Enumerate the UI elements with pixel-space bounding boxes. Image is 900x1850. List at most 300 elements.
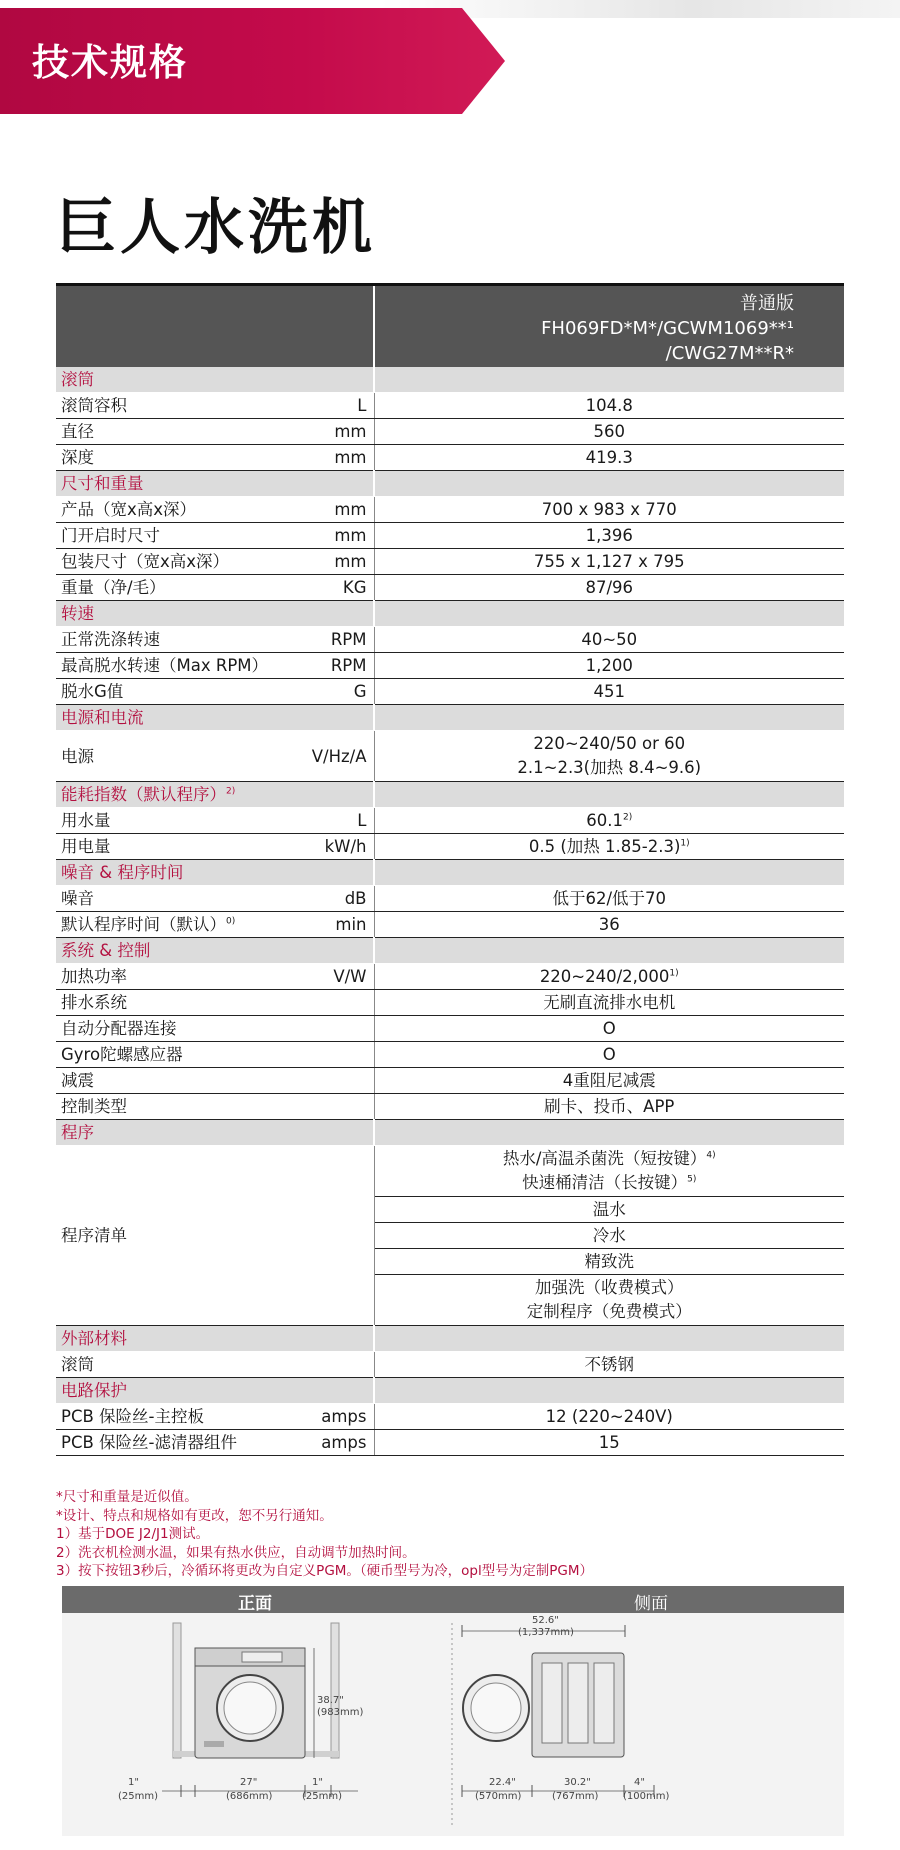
side-panel-3 xyxy=(594,1663,614,1743)
spec-value xyxy=(380,1068,840,1093)
banner-title: 技术规格 xyxy=(32,41,188,84)
spec-value-cell xyxy=(374,1068,844,1094)
spec-label-text: 滚筒 xyxy=(61,1355,94,1374)
spec-row xyxy=(56,497,844,523)
spec-row xyxy=(56,1016,844,1042)
section-title: 程序 xyxy=(61,1123,94,1142)
program-list-label: 程序清单 xyxy=(61,1226,127,1245)
spec-label xyxy=(61,990,127,1015)
spec-label-text: 自动分配器连接 xyxy=(61,1019,177,1038)
spec-label xyxy=(61,445,94,470)
spec-row xyxy=(56,549,844,575)
spec-label-text: 默认程序时间（默认） xyxy=(61,915,226,934)
spec-label-text: 排水系统 xyxy=(61,993,127,1012)
side-view-drawing xyxy=(462,1615,669,1802)
spec-label-text: 噪音 xyxy=(61,889,94,908)
spec-value-cell xyxy=(374,990,844,1016)
section-blank-cell xyxy=(374,938,844,964)
spec-table xyxy=(56,286,844,1456)
spec-label-text: 门开启时尺寸 xyxy=(61,526,160,545)
spec-unit: KG xyxy=(342,578,367,597)
section-title: 噪音 & 程序时间 xyxy=(61,863,184,882)
dimension-header xyxy=(62,1586,844,1613)
spec-value xyxy=(380,1430,840,1455)
section-row xyxy=(56,782,844,808)
spec-label-cell xyxy=(56,419,374,445)
program-item-line2 xyxy=(380,1171,840,1195)
side-top-mm: (1,337mm) xyxy=(518,1627,574,1638)
spec-value-cell xyxy=(374,964,844,990)
spec-unit: mm xyxy=(334,526,367,545)
spec-value xyxy=(380,575,840,600)
spec-label xyxy=(61,679,123,704)
spec-label-cell xyxy=(56,523,374,549)
spec-value-cell xyxy=(374,1042,844,1068)
spec-value-text: 15 xyxy=(598,1433,620,1452)
spec-value-text: 220~240/50 or 60 xyxy=(533,734,686,753)
spec-unit: RPM xyxy=(330,630,367,649)
spec-value-cell xyxy=(374,886,844,912)
section-title-cell xyxy=(56,782,374,808)
spec-label xyxy=(61,886,94,911)
right-wall xyxy=(331,1623,339,1758)
section-title: 电源和电流 xyxy=(61,708,144,727)
spec-row xyxy=(56,653,844,679)
spec-value-text: 560 xyxy=(593,422,625,441)
filter-cover xyxy=(204,1741,224,1747)
spec-label xyxy=(61,1094,127,1119)
program-item-cell xyxy=(374,1249,844,1275)
program-row xyxy=(56,1146,844,1197)
spec-value-cell xyxy=(374,731,844,782)
program-item-text: 精致洗 xyxy=(584,1252,634,1271)
table-header-row xyxy=(56,286,844,367)
label-footnote-ref: 0) xyxy=(226,916,236,927)
spec-value xyxy=(380,445,840,470)
spec-value-cell xyxy=(374,627,844,653)
spec-label xyxy=(61,419,94,444)
spec-label-cell xyxy=(56,1094,374,1120)
spec-label-text: PCB 保险丝-主控板 xyxy=(61,1407,204,1426)
spec-value xyxy=(380,653,840,678)
spec-label xyxy=(61,808,111,833)
section-title-cell xyxy=(56,367,374,393)
spec-value-text: 87/96 xyxy=(585,578,634,597)
spec-label xyxy=(61,549,229,574)
spec-row xyxy=(56,964,844,990)
spec-row xyxy=(56,523,844,549)
spec-label xyxy=(61,912,235,937)
spec-label xyxy=(61,964,127,989)
side-door-mm: (570mm) xyxy=(475,1791,522,1802)
value-footnote-ref: 1) xyxy=(669,968,679,979)
section-title-cell xyxy=(56,705,374,731)
spec-label-text: 减震 xyxy=(61,1071,94,1090)
spec-label-cell xyxy=(56,731,374,782)
spec-value-line2: 2.1~2.3(加热 8.4~9.6) xyxy=(517,758,702,777)
spec-label xyxy=(61,575,166,600)
spec-label-cell xyxy=(56,1042,374,1068)
spec-label-cell xyxy=(56,1016,374,1042)
section-row xyxy=(56,938,844,964)
side-back: 4" xyxy=(634,1777,645,1788)
spec-label-cell xyxy=(56,912,374,938)
spec-row xyxy=(56,419,844,445)
section-blank-cell xyxy=(374,860,844,886)
spec-row xyxy=(56,1352,844,1378)
program-item-cell xyxy=(374,1223,844,1249)
program-footnote-ref: 4) xyxy=(706,1150,716,1161)
side-back-mm: (100mm) xyxy=(623,1791,670,1802)
spec-value-text: 低于62/低于70 xyxy=(552,889,667,908)
spec-value xyxy=(380,1404,840,1429)
section-row xyxy=(56,601,844,627)
side-door: 22.4" xyxy=(489,1777,516,1788)
spec-label-cell xyxy=(56,549,374,575)
front-height-mm: (983mm) xyxy=(317,1707,364,1718)
front-width: 27" xyxy=(240,1777,258,1788)
spec-unit: mm xyxy=(334,422,367,441)
spec-value-text: O xyxy=(602,1045,616,1064)
spec-value xyxy=(380,834,840,859)
spec-label-text: 产品（宽x高x深） xyxy=(61,500,197,519)
footnote-line: 3）按下按钮3秒后，冷循环将更改为自定义PGM。（硬币型号为冷，opl型号为定制PGM） xyxy=(56,1563,594,1579)
spec-label-cell xyxy=(56,497,374,523)
spec-value-text: 220~240/2,000 xyxy=(539,967,670,986)
page-title: 巨人水洗机 xyxy=(56,193,376,263)
program-item xyxy=(380,1249,840,1274)
spec-label-text: 最高脱水转速（Max RPM） xyxy=(61,656,269,675)
spec-value-cell xyxy=(374,575,844,601)
spec-unit: G xyxy=(353,682,367,701)
program-footnote-ref-2: 5) xyxy=(687,1174,697,1185)
section-title: 电路保护 xyxy=(61,1381,127,1400)
program-list-label-cell xyxy=(56,1146,374,1326)
spec-row xyxy=(56,627,844,653)
front-left-gap-mm: (25mm) xyxy=(118,1791,159,1802)
footnote-line: 1）基于DOE J2/J1测试。 xyxy=(56,1526,210,1542)
spec-value xyxy=(380,497,840,522)
section-title-cell xyxy=(56,938,374,964)
spec-value xyxy=(380,549,840,574)
spec-unit: mm xyxy=(334,448,367,467)
spec-unit: kW/h xyxy=(324,837,367,856)
spec-value-text: O xyxy=(602,1019,616,1038)
section-blank-cell xyxy=(374,1326,844,1352)
spec-value-cell xyxy=(374,393,844,419)
section-blank-cell xyxy=(374,782,844,808)
front-left-gap: 1" xyxy=(128,1777,139,1788)
front-right-gap: 1" xyxy=(312,1777,323,1788)
spec-row xyxy=(56,886,844,912)
spec-label xyxy=(61,523,160,548)
section-title: 能耗指数（默认程序） xyxy=(61,785,226,804)
spec-value-text: 419.3 xyxy=(585,448,633,467)
spec-row xyxy=(56,808,844,834)
spec-label-cell xyxy=(56,393,374,419)
spec-row xyxy=(56,1094,844,1120)
value-footnote-ref: 1) xyxy=(680,838,690,849)
spec-row xyxy=(56,1404,844,1430)
spec-value-text: 刷卡、投币、APP xyxy=(544,1097,675,1116)
spec-value xyxy=(380,1042,840,1067)
footnote-line: *尺寸和重量是近似值。 xyxy=(56,1489,198,1505)
section-blank-cell xyxy=(374,1378,844,1404)
spec-value xyxy=(380,912,840,937)
spec-row xyxy=(56,1042,844,1068)
spec-label-cell xyxy=(56,1352,374,1378)
spec-value xyxy=(380,964,840,989)
side-view-label: 侧面 xyxy=(634,1594,668,1614)
footnote-line: *设计、特点和规格如有更改，恕不另行通知。 xyxy=(56,1507,333,1524)
spec-value-cell xyxy=(374,1352,844,1378)
spec-unit: mm xyxy=(334,500,367,519)
spec-row xyxy=(56,731,844,782)
section-blank-cell xyxy=(374,601,844,627)
spec-unit: amps xyxy=(321,1407,367,1426)
section-title: 外部材料 xyxy=(61,1329,127,1348)
program-item-cell xyxy=(374,1146,844,1197)
spec-label-cell xyxy=(56,1430,374,1456)
section-row xyxy=(56,1378,844,1404)
spec-label-cell xyxy=(56,1404,374,1430)
spec-unit: RPM xyxy=(330,656,367,675)
model-line: /CWG27M**R* xyxy=(665,342,794,364)
spec-unit: V/W xyxy=(333,967,367,986)
spec-value xyxy=(380,1094,840,1119)
spec-value xyxy=(380,1352,840,1377)
front-width-mm: (686mm) xyxy=(226,1791,273,1802)
spec-value xyxy=(380,419,840,444)
spec-value-text: 4重阻尼减震 xyxy=(562,1071,656,1090)
spec-label xyxy=(61,744,94,769)
model-header-cell xyxy=(374,286,844,367)
model-line: FH069FD*M*/GCWM1069**¹ xyxy=(541,317,794,339)
footnote-line: 2）洗衣机检测水温，如果有热水供应，自动调节加热时间。 xyxy=(56,1544,416,1561)
spec-label xyxy=(61,393,127,418)
program-item-text: 冷水 xyxy=(592,1226,626,1245)
spec-label-text: 电源 xyxy=(61,746,94,766)
spec-value xyxy=(380,679,840,704)
section-title: 转速 xyxy=(61,604,94,623)
spec-value xyxy=(380,808,840,833)
spec-value xyxy=(380,732,840,756)
spec-label-cell xyxy=(56,653,374,679)
section-blank-cell xyxy=(374,471,844,497)
spec-row xyxy=(56,575,844,601)
spec-row xyxy=(56,445,844,471)
program-item xyxy=(380,1223,840,1248)
section-row xyxy=(56,1326,844,1352)
section-title-cell xyxy=(56,1120,374,1146)
section-title-cell xyxy=(56,471,374,497)
spec-unit: dB xyxy=(344,889,367,908)
spec-value-text: 1,396 xyxy=(585,526,633,545)
spec-value-text: 1,200 xyxy=(585,656,633,675)
spec-value-cell xyxy=(374,1430,844,1456)
section-row xyxy=(56,705,844,731)
section-row xyxy=(56,471,844,497)
spec-value-cell xyxy=(374,653,844,679)
spec-value-cell xyxy=(374,419,844,445)
spec-value-text: 40~50 xyxy=(581,630,638,649)
spec-row xyxy=(56,393,844,419)
front-view-drawing xyxy=(118,1623,363,1802)
spec-label-text: Gyro陀螺感应器 xyxy=(61,1045,183,1064)
section-title: 滚筒 xyxy=(61,370,94,389)
spec-label xyxy=(61,834,111,859)
value-footnote-ref: 2) xyxy=(623,812,633,823)
spec-label-cell xyxy=(56,990,374,1016)
program-item-cell xyxy=(374,1197,844,1223)
spec-value xyxy=(380,523,840,548)
spec-value-cell xyxy=(374,445,844,471)
spec-value-text: 无刷直流排水电机 xyxy=(543,993,676,1012)
section-row xyxy=(56,860,844,886)
spec-label-text: 用水量 xyxy=(61,811,111,830)
front-height: 38.7" xyxy=(317,1695,344,1706)
open-door-glass xyxy=(471,1683,521,1733)
spec-value-cell xyxy=(374,1094,844,1120)
door-glass xyxy=(224,1682,276,1734)
section-title-cell xyxy=(56,860,374,886)
spec-value xyxy=(380,990,840,1015)
spec-label xyxy=(61,1430,237,1455)
spec-value-text: 104.8 xyxy=(585,396,633,415)
dimension-diagrams xyxy=(62,1586,844,1836)
spec-label-text: 加热功率 xyxy=(61,967,127,986)
spec-unit: V/Hz/A xyxy=(311,746,367,766)
side-depth: 30.2" xyxy=(564,1777,591,1788)
program-item xyxy=(380,1147,840,1171)
spec-value-text: 451 xyxy=(593,682,625,701)
program-item-text: 热水/高温杀菌洗（短按键） xyxy=(502,1149,707,1168)
spec-unit: L xyxy=(357,811,367,830)
spec-label-cell xyxy=(56,834,374,860)
spec-value-text: 不锈钢 xyxy=(584,1355,634,1374)
spec-row xyxy=(56,1430,844,1456)
spec-row xyxy=(56,990,844,1016)
program-item-line2 xyxy=(380,1300,840,1324)
program-item-text: 温水 xyxy=(592,1200,626,1219)
spec-value-cell xyxy=(374,1016,844,1042)
spec-label xyxy=(61,1016,177,1041)
spec-label-cell xyxy=(56,964,374,990)
spec-unit: amps xyxy=(321,1433,367,1452)
display-panel xyxy=(242,1652,282,1662)
model-line: 普通版 xyxy=(740,292,794,314)
spec-label-text: 控制类型 xyxy=(61,1097,127,1116)
section-title: 尺寸和重量 xyxy=(61,474,144,493)
spec-value xyxy=(380,886,840,911)
section-blank-cell xyxy=(374,1120,844,1146)
spec-value-text: 700 x 983 x 770 xyxy=(541,500,677,519)
spec-value-cell xyxy=(374,523,844,549)
spec-value-cell xyxy=(374,679,844,705)
spec-label-cell xyxy=(56,886,374,912)
spec-value-text: 60.1 xyxy=(586,811,623,830)
spec-label xyxy=(61,653,268,678)
side-panel-1 xyxy=(542,1663,562,1743)
section-footnote-ref: 2) xyxy=(226,786,236,797)
spec-row xyxy=(56,912,844,938)
spec-value xyxy=(380,393,840,418)
spec-value-cell xyxy=(374,834,844,860)
spec-value-text: 12 (220~240V) xyxy=(545,1407,673,1426)
spec-label xyxy=(61,1068,94,1093)
side-top: 52.6" xyxy=(532,1615,559,1626)
section-title-cell xyxy=(56,1378,374,1404)
spec-value-text: 755 x 1,127 x 795 xyxy=(533,552,685,571)
spec-value-cell xyxy=(374,1404,844,1430)
spec-value-text: 36 xyxy=(598,915,620,934)
spec-label xyxy=(61,497,196,522)
spec-label-text: 滚筒容积 xyxy=(61,396,127,415)
spec-label xyxy=(61,1352,94,1377)
section-blank-cell xyxy=(374,367,844,393)
spec-row xyxy=(56,834,844,860)
spec-label xyxy=(61,627,160,652)
spec-unit: min xyxy=(335,915,367,934)
spec-label-text: 直径 xyxy=(61,422,94,441)
spec-label-text: 正常洗涤转速 xyxy=(61,630,160,649)
front-view-label: 正面 xyxy=(238,1594,272,1614)
spec-label-cell xyxy=(56,808,374,834)
section-title-cell xyxy=(56,601,374,627)
spec-label xyxy=(61,1404,204,1429)
program-item-text2: 定制程序（免费模式） xyxy=(526,1302,692,1321)
spec-row xyxy=(56,1068,844,1094)
header-blank-cell xyxy=(56,286,374,367)
section-title: 系统 & 控制 xyxy=(61,941,151,960)
spec-value-cell xyxy=(374,912,844,938)
dimension-drawing xyxy=(62,1613,844,1836)
spec-label-cell xyxy=(56,445,374,471)
section-row xyxy=(56,367,844,393)
spec-label-cell xyxy=(56,1068,374,1094)
spec-value-text: 0.5 (加热 1.85-2.3) xyxy=(528,837,681,856)
footnotes xyxy=(56,1488,593,1581)
spec-label-text: 包装尺寸（宽x高x深） xyxy=(61,552,230,571)
left-wall xyxy=(173,1623,181,1758)
spec-value-cell xyxy=(374,497,844,523)
side-depth-mm: (767mm) xyxy=(552,1791,599,1802)
front-right-gap-mm: (25mm) xyxy=(302,1791,343,1802)
spec-label-text: PCB 保险丝-滤清器组件 xyxy=(61,1433,237,1452)
spec-label-text: 重量（净/毛） xyxy=(61,578,166,597)
side-panel-2 xyxy=(568,1663,588,1743)
spec-value-cell xyxy=(374,549,844,575)
section-row xyxy=(56,1120,844,1146)
spec-label-cell xyxy=(56,679,374,705)
spec-unit: mm xyxy=(334,552,367,571)
spec-label-cell xyxy=(56,627,374,653)
program-item-text2: 快速桶清洁（长按键） xyxy=(522,1173,688,1192)
program-item-cell xyxy=(374,1275,844,1326)
spec-unit: L xyxy=(357,396,367,415)
spec-value xyxy=(380,1016,840,1041)
section-title-cell xyxy=(56,1326,374,1352)
program-item xyxy=(380,1276,840,1300)
program-item xyxy=(380,1197,840,1222)
spec-value xyxy=(380,627,840,652)
spec-label-text: 深度 xyxy=(61,448,94,467)
spec-label-cell xyxy=(56,575,374,601)
spec-value-cell xyxy=(374,808,844,834)
spec-label xyxy=(61,1042,183,1067)
section-blank-cell xyxy=(374,705,844,731)
spec-row xyxy=(56,679,844,705)
